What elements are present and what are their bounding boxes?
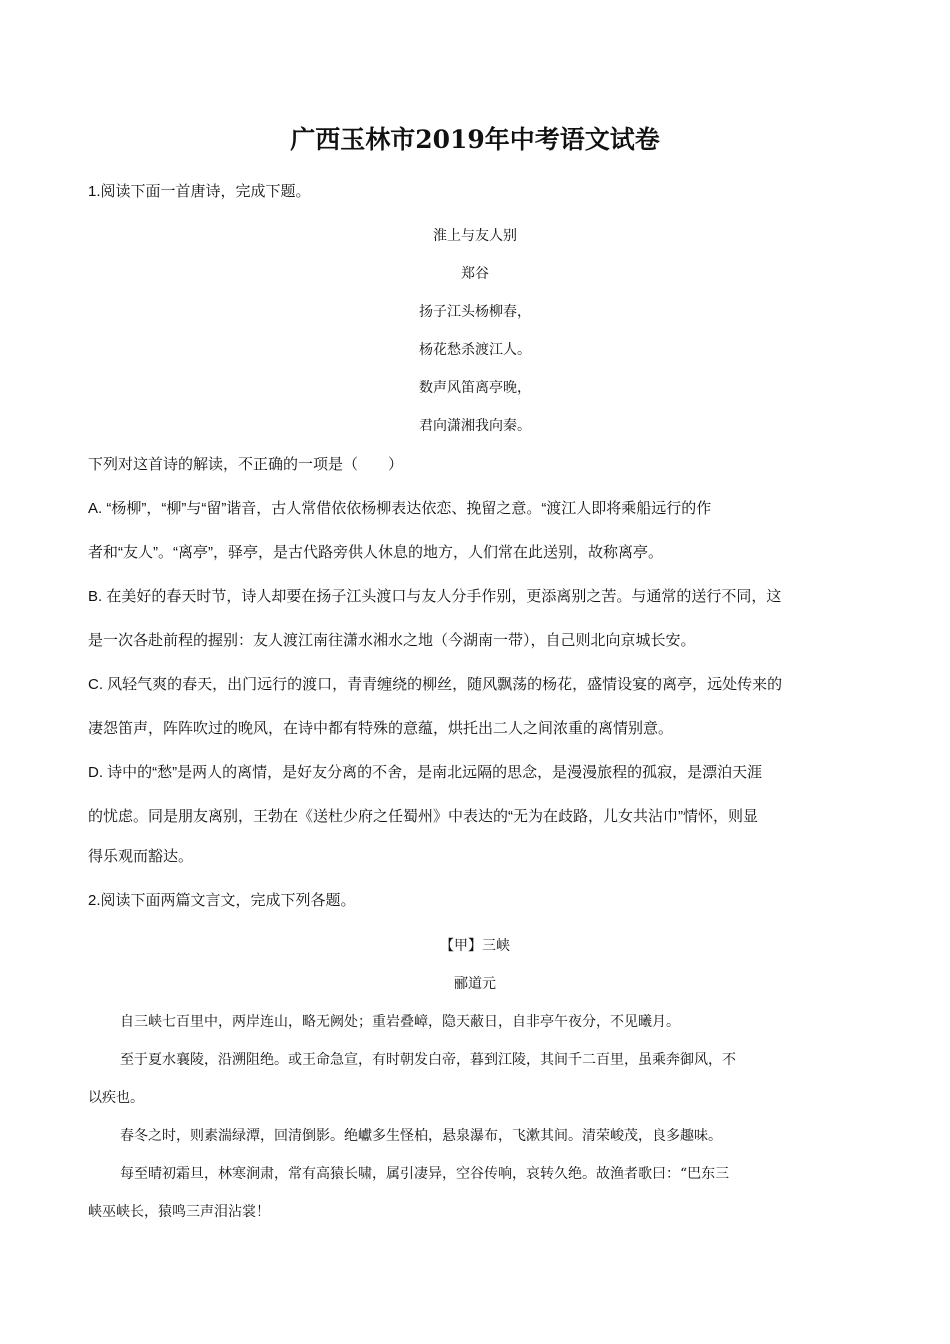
option-d-line: 的忧虑。同是朋友离别，王勃在《送杜少府之任蜀州》中表达的“无为在歧路，儿女共沾巾”情怀，则显	[88, 808, 758, 825]
option-a-line: A. “杨柳”，“柳”与“留”谐音，古人常借依依杨柳表达依恋、挽留之意。“渡江人即将乘船远行的作	[88, 500, 712, 517]
option-a-line: 者和“友人”。“离亭”，驿亭，是古代路旁供人休息的地方，人们常在此送别，故称离亭。	[88, 544, 663, 561]
poem-author: 郑谷	[461, 266, 489, 282]
question-2-intro: 2.阅读下面两篇文言文，完成下列各题。	[88, 892, 356, 909]
passage-paragraph: 至于夏水襄陵，沿溯阻绝。或王命急宣，有时朝发白帝，暮到江陵，其间千二百里，虽乘奔御风，不	[120, 1052, 736, 1068]
option-d-line: D. 诗中的“愁”是两人的离情，是好友分离的不舍，是南北远隔的思念，是漫漫旅程的孤寂，是漂泊天涯	[88, 764, 763, 781]
option-c-line: C. 风轻气爽的春天，出门远行的渡口，青青缠绕的柳丝，随风飘荡的杨花，盛情设宴的离亭，远处传来的	[88, 676, 783, 693]
passage-author: 郦道元	[454, 976, 496, 992]
passage-paragraph: 自三峡七百里中，两岸连山，略无阙处；重岩叠嶂，隐天蔽日，自非亭午夜分，不见曦月。	[120, 1014, 680, 1030]
poem-title: 淮上与友人别	[433, 228, 517, 244]
passage-paragraph: 每至晴初霜旦，林寒涧肃，常有高猿长啸，属引凄异，空谷传响，哀转久绝。故渔者歌曰：“巴东三	[120, 1166, 730, 1182]
poem-line: 扬子江头杨柳春，	[419, 304, 531, 320]
poem-line: 杨花愁杀渡江人。	[419, 342, 531, 358]
question-1-intro: 1.阅读下面一首唐诗，完成下题。	[88, 183, 311, 200]
passage-paragraph-continued: 峡巫峡长，猿鸣三声泪沾裳！	[88, 1204, 270, 1220]
passage-paragraph-continued: 以疾也。	[88, 1090, 144, 1106]
poem-line: 数声风笛离亭晚，	[419, 380, 531, 396]
option-b-line: 是一次各赴前程的握别：友人渡江南往潇水湘水之地（今湖南一带），自己则北向京城长安。	[88, 632, 696, 649]
poem-line: 君向潇湘我向秦。	[419, 418, 531, 434]
page-title: 广西玉林市2019年中考语文试卷	[290, 125, 660, 154]
option-b-line: B. 在美好的春天时节，诗人却要在扬子江头渡口与友人分手作别，更添离别之苦。与通常的送行不同，这	[88, 588, 782, 605]
question-1-prompt: 下列对这首诗的解读，不正确的一项是（ ）	[88, 456, 404, 473]
option-d-line: 得乐观而豁达。	[88, 848, 194, 865]
option-c-line: 凄怨笛声，阵阵吹过的晚风，在诗中都有特殊的意蕴，烘托出二人之间浓重的离情别意。	[88, 720, 674, 737]
passage-title: 【甲】三峡	[440, 938, 510, 954]
passage-paragraph: 春冬之时，则素湍绿潭，回清倒影。绝巘多生怪柏，悬泉瀑布，飞漱其间。清荣峻茂，良多趣味。	[120, 1128, 722, 1144]
